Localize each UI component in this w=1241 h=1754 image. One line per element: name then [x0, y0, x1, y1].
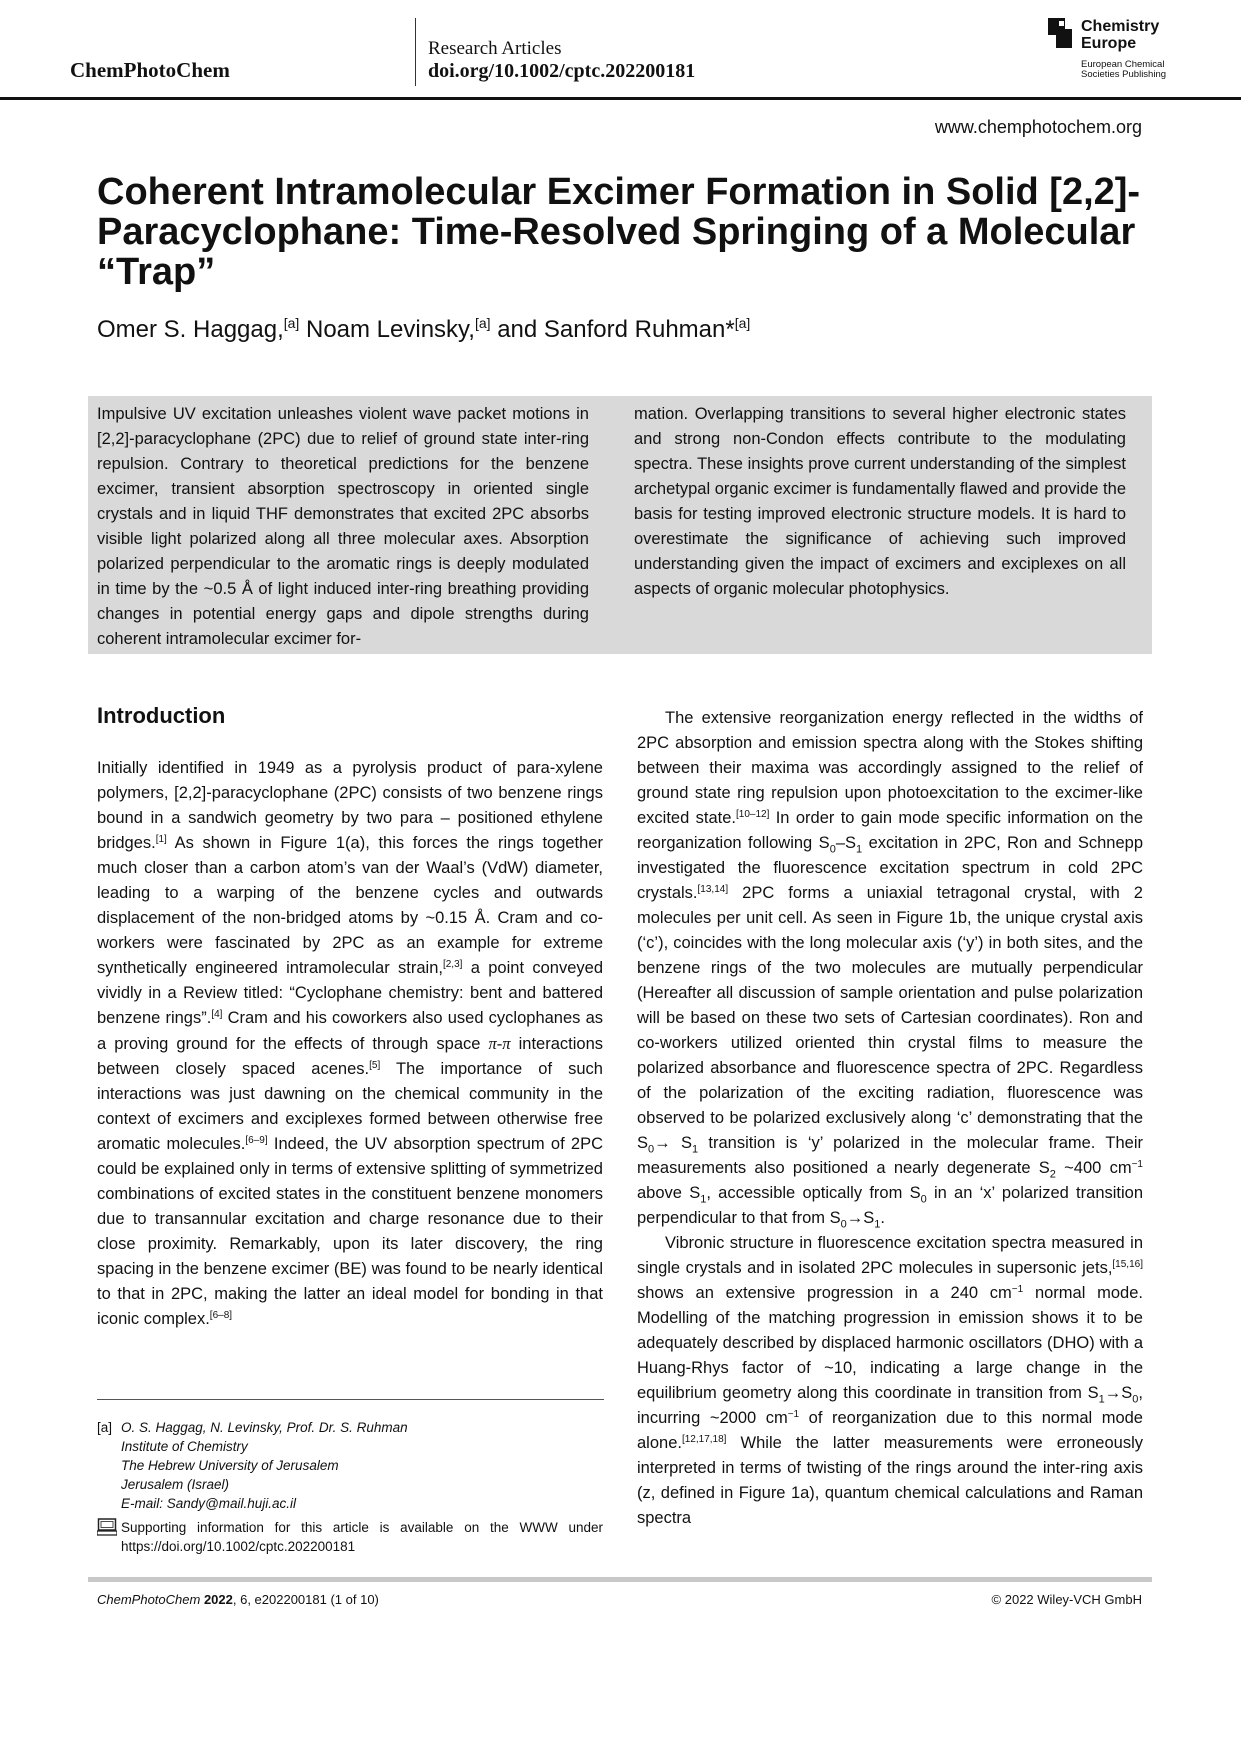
- affiliation-mark: [a]: [283, 315, 300, 331]
- journal-website[interactable]: www.chemphotochem.org: [934, 117, 1142, 137]
- footnote-label: [a]: [97, 1420, 113, 1435]
- citation[interactable]: [6–8]: [209, 1310, 233, 1321]
- supporting-info-note[interactable]: Supporting information for this article is available on the WWW under https://doi.org/10.1002/cptc.202200181: [121, 1520, 603, 1554]
- citation[interactable]: [2,3]: [442, 959, 463, 970]
- author-levinsky: Noam Levinsky,: [299, 316, 475, 343]
- intro-paragraph-1: Initially identified in 1949 as a pyrolysis product of para-xylene polymers, [2,2]-paracyclophane (2PC) consists of two benzene rings bound in a sandwich geometry by two para – positioned ethylene bridges.[1] As shown in Figure 1(a), this forces the rings together much closer than a carbon atom’s van der Waal’s (VdW) diameter, leading to a warping of the benzene cycles and outwards displacement of the non-bridged atoms by ~0.15 Å. Cram and co-workers were fascinated by 2PC as an example for extreme synthetically engineered intramolecular strain,[2,3] a point conveyed vividly in a Review titled: “Cyclophane chemistry: bent and battered benzene rings”.[4] Cram and his coworkers also used cyclophanes as a proving ground for the effects of through space π-π interactions between closely spaced acenes.[5] The importance of such interactions was just dawning on the chemical community in the context of excimers and exciplexes formed between otherwise free aromatic molecules.[6–9] Indeed, the UV absorption spectrum of 2PC could be explained only in terms of extensive splitting of symmetrized combinations of excited states in the constituent benzene monomers due to transannular excitation and charge resonance due to their close proximity. Remarkably, upon its later discovery, the ring spacing in the benzene excimer (BE) was found to be nearly identical to that in 2PC, making the latter an ideal model for bonding in that iconic complex.[6–8]: [97, 759, 603, 1328]
- body-paragraph-3: Vibronic structure in fluorescence excitation spectra measured in single crystals and in isolated 2PC molecules in supersonic jets,[15,16] shows an extensive progression in a 240 $cm^{-1}$ normal mode. Modelling of the matching progression in emission shows it to be adequately described by displaced harmonic oscillators (DHO) with a Huang-Rhys factor of ~10, indicating a large change in the equilibrium geometry along this coordinate in transition from $S_1\to S_0$, incurring ~2000 $cm^{-1}$ of reorganization due to this normal mode alone.[12,17,18] While the latter measurements were erroneously interpreted in terms of twisting of the rings around the inter-ring axis (z, defined in Figure 1a), quantum chemical calculations and Raman spectra: [637, 1234, 1143, 1527]
- logo-title-line2: Europe: [1081, 35, 1137, 52]
- citation[interactable]: [15,16]: [1112, 1259, 1143, 1270]
- citation[interactable]: [6–9]: [245, 1135, 268, 1146]
- citation[interactable]: [1]: [155, 834, 167, 845]
- affiliation-mark: [a]: [474, 315, 491, 331]
- abstract-box: [88, 396, 1152, 654]
- footnote-institute: Institute of Chemistry: [121, 1439, 248, 1454]
- header-rule: [0, 97, 1241, 100]
- footnote-authors: O. S. Haggag, N. Levinsky, Prof. Dr. S. Ruhman: [121, 1420, 408, 1435]
- body-column-left: [97, 756, 603, 1332]
- affiliation-mark: [a]: [734, 315, 751, 331]
- footnote-university: The Hebrew University of Jerusalem: [121, 1458, 339, 1473]
- article-title: Coherent Intramolecular Excimer Formation in Solid [2,2]-Paracyclophane: Time-Resolved Springing of a Molecular “Trap”: [97, 171, 1141, 293]
- citation[interactable]: [12,17,18]: [681, 1434, 727, 1445]
- footer-copyright: © 2022 Wiley-VCH GmbH: [991, 1592, 1142, 1607]
- author-haggag: Omer S. Haggag,: [97, 316, 284, 343]
- footnote-location: Jerusalem (Israel): [121, 1477, 230, 1492]
- corresponding-star: *: [725, 316, 735, 343]
- citation[interactable]: [13,14]: [697, 884, 729, 895]
- doi-link[interactable]: doi.org/10.1002/cptc.202200181: [428, 60, 696, 82]
- computer-icon: [97, 1518, 117, 1536]
- header-divider: [415, 18, 416, 86]
- section-heading-introduction: Introduction: [97, 703, 226, 728]
- footnote-rule: [97, 1399, 604, 1400]
- footnote-email[interactable]: E-mail: Sandy@mail.huji.ac.il: [121, 1496, 297, 1511]
- article-type: Research Articles: [428, 38, 562, 59]
- citation[interactable]: [4]: [211, 1009, 223, 1020]
- chemistry-europe-logo-icon: [1048, 18, 1072, 48]
- citation[interactable]: [5]: [369, 1060, 381, 1071]
- body-paragraph-2: The extensive reorganization energy reflected in the widths of 2PC absorption and emission spectra along with the Stokes shifting between their maxima was accordingly assigned to the relief of ground state ring repulsion upon photoexcitation to the excimer-like excited state.[10–12] In order to gain mode specific information on the reorganization following $S_0-S_1$ excitation in 2PC, Ron and Schnepp investigated the fluorescence excitation spectrum in cold 2PC crystals.[13,14] 2PC forms a uniaxial tetragonal crystal, with 2 molecules per unit cell. As seen in Figure 1b, the unique crystal axis (‘c’), coincides with the long molecular axis (‘y’) in both sites, and the benzene rings of the two molecules are mutually perpendicular (Hereafter all discussion of sample orientation and pulse polarization will be based on these two sets of Cartesian coordinates). Ron and co-workers utilized oriented thin crystal films to measure the polarized absorbance and fluorescence spectra of 2PC. Regardless of the polarization of the exciting radiation, fluorescence was observed to be polarized exclusively along ‘c’ demonstrating that the $S_0\to S_1$ transition is ‘y’ polarized in the molecular frame. Their measurements also positioned a nearly degenerate $S_2$ ~400 $cm^{-1}$ above $S_1$, accessible optically from $S_0$ in an ‘x’ polarized transition perpendicular to that from $S_0\to S_1$.: [637, 709, 1144, 1231]
- logo-sub-line2: Societies Publishing: [1081, 69, 1167, 80]
- journal-name: ChemPhotoChem: [70, 58, 230, 82]
- abstract-left: Impulsive UV excitation unleashes violent wave packet motions in [2,2]-paracyclophane (2PC) due to relief of ground state inter-ring repulsion. Contrary to theoretical predictions for the benzene excimer, transient absorption spectroscopy in oriented single crystals and in liquid THF demonstrates that excited 2PC absorbs visible light polarized along all three molecular axes. Absorption polarized perpendicular to the aromatic rings is deeply modulated in time by the ~0.5 Å of light induced inter-ring breathing providing changes in potential energy gaps and dipole strengths during coherent intramolecular excimer for-: [97, 405, 589, 648]
- abstract-right: mation. Overlapping transitions to several higher electronic states and strong non-Condon effects contribute to the modulating spectra. These insights prove current understanding of the simplest archetypal organic excimer is fundamentally flawed and provide the basis for testing improved electronic structure models. It is hard to overestimate the significance of achieving such improved understanding given the impact of excimers and exciplexes on all aspects of organic molecular photophysics.: [634, 405, 1126, 598]
- footer-rule: [88, 1577, 1152, 1582]
- logo-sub-line1: European Chemical: [1081, 59, 1165, 70]
- logo-title-line1: Chemistry: [1081, 18, 1160, 35]
- author-ruhman: and Sanford Ruhman: [490, 316, 726, 343]
- citation[interactable]: [10–12]: [736, 809, 770, 820]
- author-list: [97, 315, 750, 344]
- footer-citation: ChemPhotoChem 2022, 6, e202200181 (1 of 10): [97, 1592, 379, 1607]
- chemistry-europe-logo: [1048, 18, 1188, 80]
- body-column-right: [637, 706, 1143, 1531]
